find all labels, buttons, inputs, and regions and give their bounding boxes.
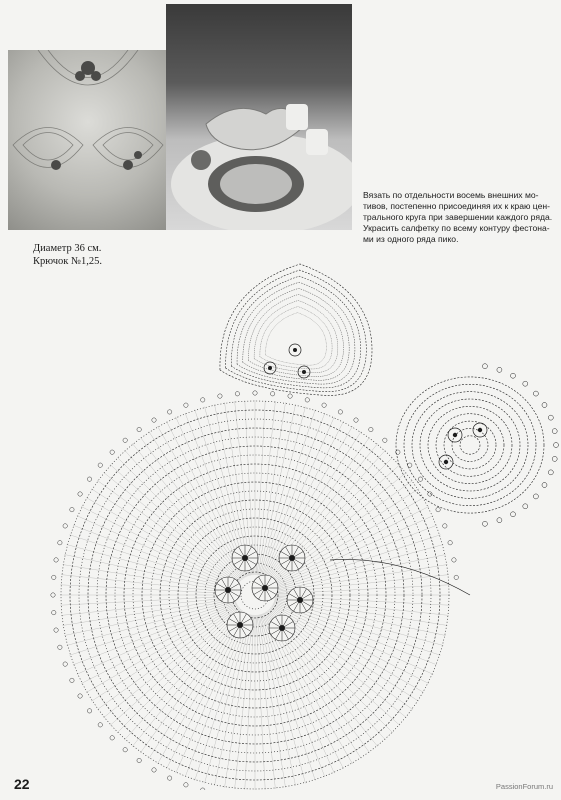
outer-picot xyxy=(184,403,188,407)
outer-picot xyxy=(354,418,358,422)
stitch-spoke xyxy=(256,400,265,575)
side-motif-row xyxy=(460,436,480,454)
outer-picot xyxy=(51,593,55,597)
outer-picot xyxy=(383,438,387,442)
outer-picot xyxy=(167,776,171,780)
stitch-spoke xyxy=(214,615,250,786)
stitch-spoke xyxy=(77,516,237,587)
side-motif-row xyxy=(428,406,512,483)
petal-motif-row xyxy=(266,313,327,366)
outer-picot xyxy=(167,410,171,414)
stitch-spoke xyxy=(132,443,242,579)
doily-detail-illustration xyxy=(8,50,168,230)
outer-picot xyxy=(443,524,447,528)
doily-detail-photo xyxy=(8,50,168,230)
outer-picot xyxy=(338,410,342,414)
stitch-spoke xyxy=(91,606,238,701)
outer-picot xyxy=(322,403,326,407)
outer-picot xyxy=(87,709,91,713)
crochet-chart-svg xyxy=(0,250,561,790)
stitch-spoke xyxy=(149,431,244,578)
side-spiral-center xyxy=(453,433,457,437)
side-spiral-center xyxy=(478,428,482,432)
petal-motif-row xyxy=(248,294,343,376)
instruction-line: трального круга при завершении каждого ряда. xyxy=(363,212,553,222)
stitch-spoke xyxy=(245,615,254,790)
stitch-spoke xyxy=(140,437,243,579)
outer-picot xyxy=(454,575,458,579)
outer-picot xyxy=(137,427,141,431)
petal-spiral-center xyxy=(293,348,297,352)
outer-picot xyxy=(152,768,156,772)
outer-picot xyxy=(408,463,412,467)
watermark: PassionForum.ru xyxy=(495,782,553,791)
instruction-line: Украсить салфетку по всему контуру фестона- xyxy=(363,223,550,233)
outer-picot xyxy=(98,463,102,467)
petal-motif-row xyxy=(220,264,372,395)
stitch-spoke xyxy=(117,457,241,581)
outer-picot xyxy=(63,662,67,666)
picot xyxy=(548,470,553,475)
outer-picot xyxy=(184,783,188,787)
crochet-diagram xyxy=(0,250,561,795)
flower-center xyxy=(237,622,243,628)
petal-spiral-center xyxy=(268,366,272,370)
diameter-text: Диаметр 36 см. xyxy=(33,243,102,254)
stitch-spoke xyxy=(67,600,236,645)
picot xyxy=(542,403,547,408)
stitch-spoke xyxy=(67,545,236,590)
outer-picot xyxy=(288,394,292,398)
stitch-spoke xyxy=(256,615,265,790)
picot xyxy=(552,456,557,461)
outer-picot xyxy=(123,438,127,442)
picot xyxy=(548,415,553,420)
outer-picot xyxy=(270,392,274,396)
stitch-spoke xyxy=(103,608,239,718)
side-spiral-center xyxy=(444,460,448,464)
petal-motif-row xyxy=(226,270,367,392)
picot xyxy=(523,381,528,386)
flower-center xyxy=(289,555,295,561)
outer-picot xyxy=(235,392,239,396)
stitch-spoke xyxy=(272,606,419,701)
stitch-spoke xyxy=(97,607,239,710)
stitch-spoke xyxy=(97,480,239,583)
stitch-spoke xyxy=(149,612,244,759)
picot xyxy=(533,391,538,396)
outer-picot xyxy=(152,418,156,422)
instruction-line: ми из одного ряда пико. xyxy=(363,234,459,244)
outer-picot xyxy=(52,610,56,614)
flower-center xyxy=(279,625,285,631)
stitch-spoke xyxy=(125,610,242,740)
side-motif-row xyxy=(404,384,536,505)
side-motif-row xyxy=(452,428,488,461)
stitch-spoke xyxy=(273,603,433,674)
outer-picot xyxy=(123,748,127,752)
flower-center xyxy=(242,555,248,561)
picot xyxy=(482,364,487,369)
outer-picot xyxy=(52,575,56,579)
instruction-line: Вязать по отдельности восемь внешних мо- xyxy=(363,190,539,200)
side-motif-row xyxy=(420,399,520,491)
stitch-spoke xyxy=(140,611,243,753)
petal-spiral-center xyxy=(302,370,306,374)
picot xyxy=(497,518,502,523)
outer-picot xyxy=(201,398,205,402)
petal-motif-row xyxy=(243,288,349,380)
stitch-spoke xyxy=(110,608,240,725)
outer-picot xyxy=(418,477,422,481)
petal-motif-row xyxy=(254,300,338,372)
stitch-spoke xyxy=(64,554,235,590)
table-setting-illustration xyxy=(166,4,352,230)
stitch-spoke xyxy=(77,603,237,674)
stitch-spoke xyxy=(103,472,239,582)
picot xyxy=(523,504,528,509)
stitch-spoke xyxy=(60,585,235,594)
outer-picot xyxy=(448,541,452,545)
outer-picot xyxy=(78,492,82,496)
outer-picot xyxy=(305,398,309,402)
outer-picot xyxy=(98,723,102,727)
picot xyxy=(552,429,557,434)
outer-picot xyxy=(63,524,67,528)
stitch-spoke xyxy=(110,465,240,582)
outer-picot xyxy=(58,541,62,545)
outer-picot xyxy=(452,558,456,562)
outer-picot xyxy=(137,758,141,762)
flower-center xyxy=(225,587,231,593)
hook-text: Крючок №1,25. xyxy=(33,256,102,267)
outer-picot xyxy=(253,391,257,395)
outer-picot xyxy=(54,558,58,562)
stitch-spoke xyxy=(64,599,235,635)
outer-picot xyxy=(218,394,222,398)
stitch-spoke xyxy=(91,489,238,584)
picot xyxy=(554,443,559,448)
outer-picot xyxy=(110,450,114,454)
instruction-line: тивов, постепенно присоединяя их к краю цен- xyxy=(363,201,551,211)
outer-picot xyxy=(87,477,91,481)
picot xyxy=(497,367,502,372)
stitch-spoke xyxy=(132,611,242,747)
stitch-spoke xyxy=(125,450,242,580)
picot xyxy=(533,494,538,499)
petal-motif-row xyxy=(237,282,355,384)
outer-picot xyxy=(78,694,82,698)
joining-line xyxy=(330,559,470,595)
outer-picot xyxy=(201,788,205,790)
stitch-spoke xyxy=(205,614,250,783)
outer-picot xyxy=(70,507,74,511)
outer-picot xyxy=(54,628,58,632)
outer-picot xyxy=(58,645,62,649)
table-setting-photo xyxy=(166,4,352,230)
picot xyxy=(482,521,487,526)
outer-picot xyxy=(110,736,114,740)
side-motif-row xyxy=(396,377,544,513)
picot xyxy=(511,512,516,517)
side-motif-row xyxy=(436,414,504,477)
side-motif-row xyxy=(412,392,528,499)
outer-picot xyxy=(396,450,400,454)
flower-center xyxy=(262,585,268,591)
stitch-spoke xyxy=(117,609,241,733)
outer-picot xyxy=(70,678,74,682)
outer-picot xyxy=(369,427,373,431)
petal-motif-row xyxy=(260,307,332,369)
outer-picot xyxy=(436,507,440,511)
flower-center xyxy=(297,597,303,603)
picot xyxy=(511,373,516,378)
instructions-text xyxy=(363,190,555,245)
stitch-spoke xyxy=(60,596,235,605)
page-number: 22 xyxy=(14,776,30,792)
picot xyxy=(542,483,547,488)
